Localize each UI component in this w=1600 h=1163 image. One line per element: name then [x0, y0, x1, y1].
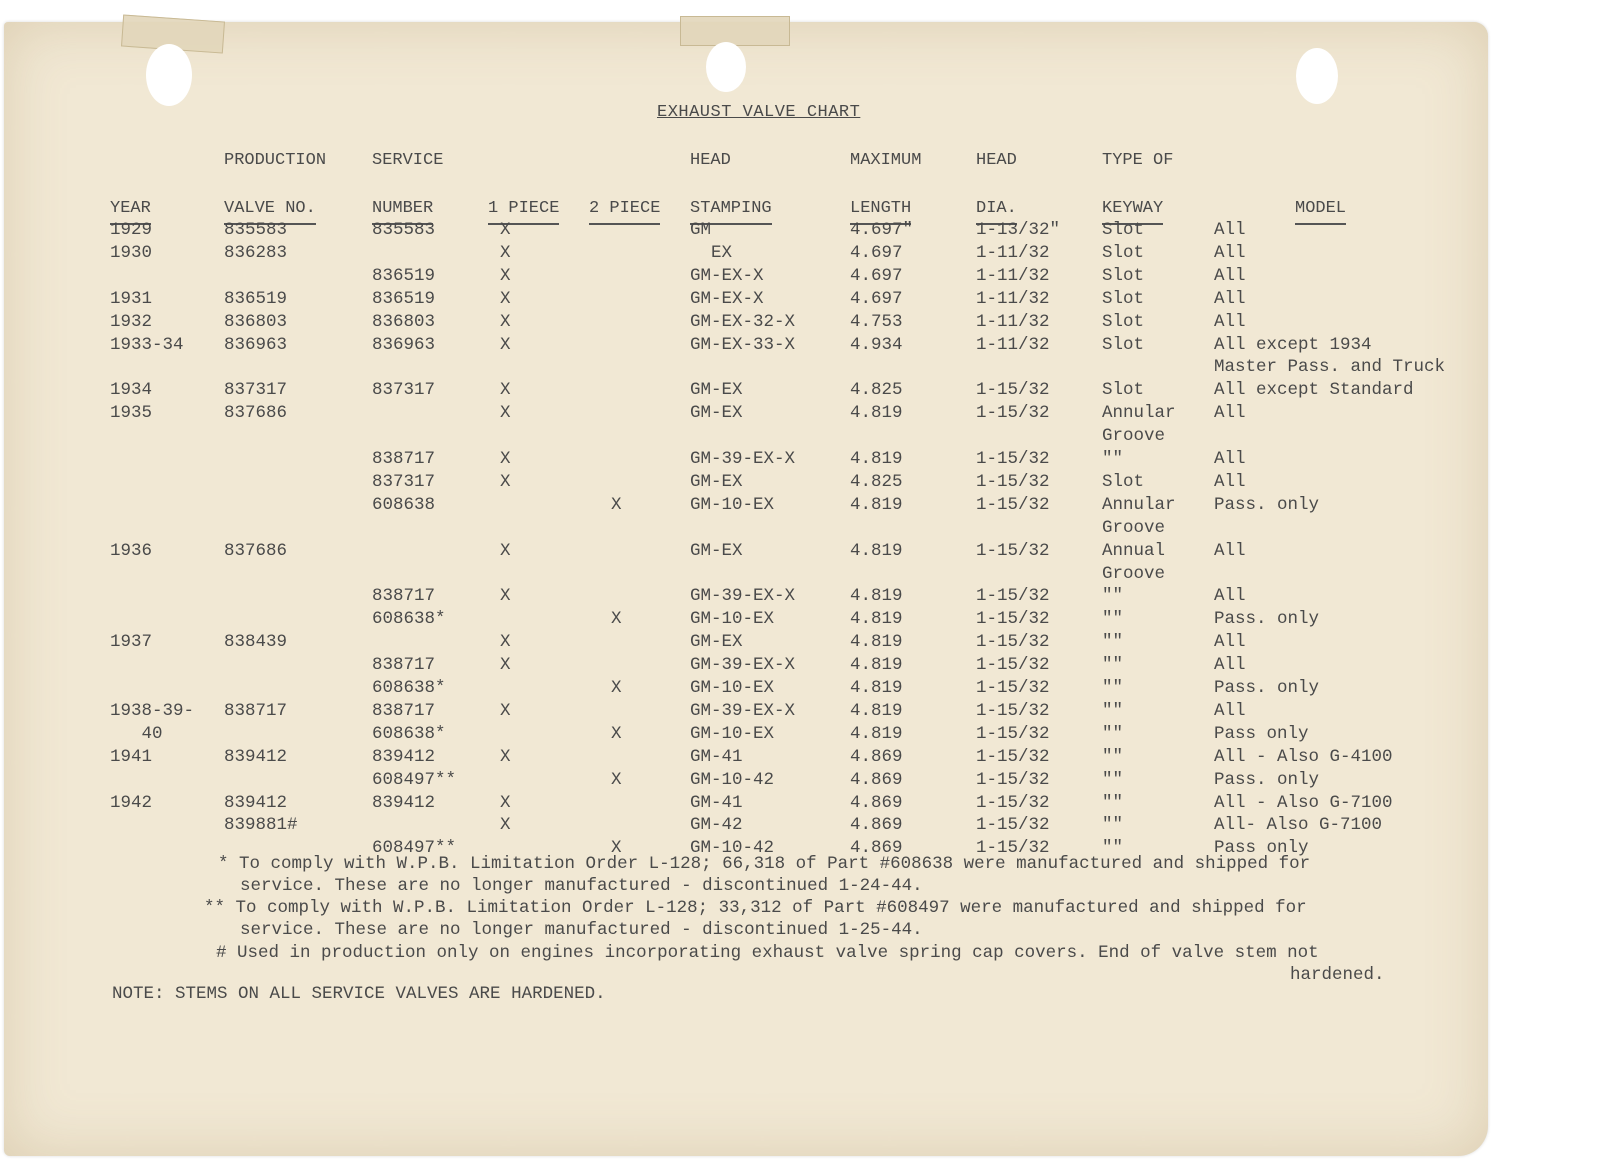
cell-service: 836963 [372, 334, 436, 355]
cell-model: Pass. only [1214, 769, 1320, 790]
cell-length: 4.869 [850, 746, 903, 767]
cell-dia: 1-15/32 [976, 586, 1050, 607]
cell-model: All [1214, 449, 1246, 469]
cell-length: 4.869 [850, 769, 903, 790]
cell-year: 1933-34 [110, 334, 184, 355]
cell-stamping: GM-10-EX [690, 678, 775, 698]
cell-service: 838717 [372, 449, 436, 469]
header-model-line: MODEL [1295, 197, 1346, 225]
footer-note: NOTE: STEMS ON ALL SERVICE VALVES ARE HARDENED. [112, 984, 606, 1004]
cell-production: 838439 [224, 632, 288, 653]
cell-one_piece: X [500, 265, 511, 286]
cell-length: 4.819 [850, 609, 903, 630]
cell-stamping: GM-39-EX-X [690, 449, 796, 469]
cell-keyway: Slot [1102, 380, 1145, 401]
cell-keyway: Slot [1102, 242, 1145, 263]
cell-keyway: Annual [1102, 540, 1166, 561]
header-two_piece-line: 2 PIECE [589, 197, 660, 225]
cell-two_piece: X [611, 838, 622, 859]
cell-model: All [1214, 632, 1246, 653]
cell-keyway: "" [1102, 632, 1124, 653]
cell-length: 4.819 [850, 494, 903, 515]
cell-two_piece: X [611, 609, 622, 630]
header-model [1295, 149, 1346, 225]
cell-stamping: GM-EX [690, 471, 743, 492]
cell-one_piece: X [500, 449, 511, 469]
header-keyway-line: TYPE OF [1102, 151, 1174, 170]
header-production-line: VALVE NO. [224, 197, 316, 225]
cell-length: 4.819 [850, 449, 903, 469]
cell-production: 836283 [224, 242, 288, 263]
cell-one_piece: X [500, 700, 511, 721]
punch-hole-left [146, 44, 192, 106]
cell-stamping: GM-41 [690, 746, 743, 767]
cell-keyway: "" [1102, 678, 1124, 698]
cell-stamping: GM-EX [690, 540, 743, 561]
cell-production: 839412 [224, 746, 288, 767]
header-production-line: PRODUCTION [224, 151, 327, 170]
cell-model: All - Also G-7100 [1214, 792, 1393, 813]
cell-dia: 1-15/32 [976, 632, 1050, 653]
cell-length: 4.869 [850, 838, 903, 859]
cell-service: 608638 [372, 494, 436, 515]
cell-dia: 1-15/32 [976, 838, 1050, 859]
cell-keyway: Annular [1102, 403, 1176, 424]
cell-model: Pass only [1214, 723, 1309, 744]
cell-stamping: GM-10-EX [690, 609, 775, 630]
cell-one_piece: X [500, 220, 511, 240]
cell-stamping: EX [690, 242, 733, 263]
cell-one_piece: X [500, 540, 511, 561]
cell-model: Pass. only [1214, 678, 1320, 698]
cell-service: 838717 [372, 586, 436, 607]
cell-stamping: GM-EX-X [690, 265, 764, 286]
cell-model: All [1214, 311, 1246, 332]
header-keyway-line: KEYWAY [1102, 197, 1163, 225]
cell-length: 4.825 [850, 471, 903, 492]
cell-stamping: GM-10-EX [690, 494, 775, 515]
cell-length: 4.819 [850, 540, 903, 561]
footnote-line: hardened. [1290, 965, 1385, 985]
cell-model: All [1214, 288, 1246, 309]
footnote-line: ** To comply with W.P.B. Limitation Order L-128; 33,312 of Part #608497 were manufactured and shipped for [204, 898, 1307, 918]
cell-keyway: Slot [1102, 334, 1145, 355]
cell-model: Pass. only [1214, 609, 1320, 630]
cell-year: 1929 [110, 220, 153, 240]
cell-model: All except Standard [1214, 380, 1414, 401]
cell-dia: 1-15/32 [976, 700, 1050, 721]
cell-dia: 1-11/32 [976, 242, 1050, 263]
cell-year: 40 [110, 723, 163, 744]
cell-model: All- Also G-7100 [1214, 815, 1383, 836]
header-year-line [110, 149, 151, 173]
cell-production: 838717 [224, 700, 288, 721]
cell-service: 838717 [372, 700, 436, 721]
cell-model: All [1214, 655, 1246, 676]
cell-length: 4.697 [850, 265, 903, 286]
cell-service: 608638* [372, 678, 446, 698]
cell-model: Pass only [1214, 838, 1309, 859]
cell-dia: 1-15/32 [976, 380, 1050, 401]
cell-model: All [1214, 265, 1246, 286]
cell-length: 4.819 [850, 678, 903, 698]
tape-center [680, 16, 790, 46]
cell-model: Pass. only [1214, 494, 1320, 515]
cell-service: 839412 [372, 746, 436, 767]
header-service-line: NUMBER [372, 197, 433, 225]
punch-hole-right [1296, 48, 1338, 104]
cell-stamping: GM-10-42 [690, 769, 775, 790]
cell-one_piece: X [500, 655, 511, 676]
header-year-line: YEAR [110, 197, 151, 225]
cell-service: 835583 [372, 220, 436, 240]
cell-service: 837317 [372, 380, 436, 401]
cell-two_piece: X [611, 678, 622, 698]
cell-model: All - Also G-4100 [1214, 746, 1393, 767]
header-stamping-line: HEAD [690, 151, 731, 170]
cell-one_piece: X [500, 311, 511, 332]
cell-keyway: "" [1102, 815, 1124, 836]
cell-keyway: Slot [1102, 265, 1145, 286]
cell-length: 4.819 [850, 586, 903, 607]
cell-stamping: GM-EX [690, 632, 743, 653]
cell-stamping: GM-EX-33-X [690, 334, 796, 355]
cell-length: 4.819 [850, 632, 903, 653]
cell-length: 4.697" [850, 220, 914, 240]
cell-service: 838717 [372, 655, 436, 676]
cell-keyway: Slot [1102, 311, 1145, 332]
cell-dia: 1-15/32 [976, 769, 1050, 790]
punch-hole-center [706, 42, 746, 92]
cell-stamping: GM-39-EX-X [690, 655, 796, 676]
cell-keyway: "" [1102, 792, 1124, 813]
cell-model: All [1214, 242, 1246, 263]
header-length [850, 149, 921, 225]
footnote-line: # Used in production only on engines incorporating exhaust valve spring cap covers. End of valve stem not [216, 943, 1319, 963]
cell-service: 608638* [372, 723, 446, 744]
cell-keyway: "" [1102, 700, 1124, 721]
header-dia-line: DIA. [976, 197, 1017, 225]
cell-one_piece: X [500, 586, 511, 607]
cell-model: All [1214, 700, 1246, 721]
cell-model: Master Pass. and Truck [1214, 357, 1446, 378]
cell-service: 837317 [372, 471, 436, 492]
cell-model: All [1214, 403, 1246, 424]
cell-one_piece: X [500, 815, 511, 836]
cell-dia: 1-11/32 [976, 334, 1050, 355]
cell-keyway: "" [1102, 449, 1124, 469]
cell-one_piece: X [500, 746, 511, 767]
cell-stamping: GM-EX-X [690, 288, 764, 309]
cell-stamping: GM-10-EX [690, 723, 775, 744]
footnote-line: * To comply with W.P.B. Limitation Order L-128; 66,318 of Part #608638 were manufactured and shipped for [218, 854, 1311, 874]
cell-year: 1935 [110, 403, 153, 424]
cell-length: 4.819 [850, 723, 903, 744]
cell-stamping: GM-EX-32-X [690, 311, 796, 332]
cell-one_piece: X [500, 380, 511, 401]
footnote-line: service. These are no longer manufactured - discontinued 1-25-44. [240, 920, 923, 940]
cell-dia: 1-15/32 [976, 815, 1050, 836]
cell-one_piece: X [500, 334, 511, 355]
header-service-line: SERVICE [372, 151, 444, 170]
footnote-line: service. These are no longer manufactured - discontinued 1-24-44. [240, 876, 923, 896]
header-stamping [690, 149, 772, 225]
cell-stamping: GM-42 [690, 815, 743, 836]
cell-dia: 1-15/32 [976, 678, 1050, 698]
header-dia [976, 149, 1017, 225]
cell-production: 836963 [224, 334, 288, 355]
cell-keyway: Groove [1102, 517, 1166, 538]
cell-dia: 1-11/32 [976, 288, 1050, 309]
cell-stamping: GM-41 [690, 792, 743, 813]
cell-stamping: GM-10-42 [690, 838, 775, 859]
cell-one_piece: X [500, 792, 511, 813]
header-service [372, 149, 443, 225]
header-length-line: MAXIMUM [850, 151, 922, 170]
cell-keyway: Groove [1102, 563, 1166, 584]
cell-dia: 1-15/32 [976, 609, 1050, 630]
header-one_piece-line [488, 149, 559, 173]
cell-model: All [1214, 540, 1246, 561]
header-dia-line: HEAD [976, 151, 1017, 170]
cell-year: 1930 [110, 242, 153, 263]
cell-dia: 1-15/32 [976, 403, 1050, 424]
cell-keyway: "" [1102, 723, 1124, 744]
cell-two_piece: X [611, 769, 622, 790]
cell-keyway: Groove [1102, 426, 1166, 447]
cell-one_piece: X [500, 471, 511, 492]
cell-service: 839412 [372, 792, 436, 813]
cell-one_piece: X [500, 242, 511, 263]
cell-two_piece: X [611, 494, 622, 515]
cell-year: 1942 [110, 792, 153, 813]
cell-year: 1931 [110, 288, 153, 309]
header-one_piece-line: 1 PIECE [488, 197, 559, 225]
cell-stamping: GM-EX [690, 403, 743, 424]
header-model-line [1295, 149, 1346, 173]
header-stamping-line: STAMPING [690, 197, 772, 225]
cell-dia: 1-11/32 [976, 265, 1050, 286]
cell-production: 837317 [224, 380, 288, 401]
cell-year: 1934 [110, 380, 153, 401]
cell-length: 4.934 [850, 334, 903, 355]
cell-one_piece: X [500, 288, 511, 309]
cell-stamping: GM-39-EX-X [690, 586, 796, 607]
cell-dia: 1-15/32 [976, 655, 1050, 676]
cell-keyway: "" [1102, 769, 1124, 790]
cell-year: 1936 [110, 540, 153, 561]
cell-production: 837686 [224, 403, 288, 424]
cell-length: 4.753 [850, 311, 903, 332]
cell-keyway: "" [1102, 655, 1124, 676]
cell-keyway: "" [1102, 746, 1124, 767]
cell-dia: 1-13/32" [976, 220, 1061, 240]
cell-production: 839881# [224, 815, 298, 836]
header-two_piece-line [589, 149, 660, 173]
cell-production: 835583 [224, 220, 288, 240]
cell-model: All except 1934 [1214, 334, 1372, 355]
cell-service: 608638* [372, 609, 446, 630]
cell-length: 4.825 [850, 380, 903, 401]
cell-stamping: GM [690, 220, 712, 240]
cell-stamping: GM-39-EX-X [690, 700, 796, 721]
cell-length: 4.869 [850, 792, 903, 813]
header-two_piece [589, 149, 660, 225]
cell-keyway: "" [1102, 586, 1124, 607]
cell-stamping: GM-EX [690, 380, 743, 401]
header-year [110, 149, 151, 225]
cell-dia: 1-15/32 [976, 746, 1050, 767]
cell-service: 836803 [372, 311, 436, 332]
cell-keyway: "" [1102, 609, 1124, 630]
chart-title: EXHAUST VALVE CHART [657, 103, 861, 122]
cell-year: 1932 [110, 311, 153, 332]
cell-dia: 1-15/32 [976, 471, 1050, 492]
cell-year: 1941 [110, 746, 153, 767]
cell-model: All [1214, 471, 1246, 492]
cell-keyway: Slot [1102, 471, 1145, 492]
header-keyway [1102, 149, 1173, 225]
header-production [224, 149, 326, 225]
cell-model: All [1214, 586, 1246, 607]
cell-production: 836803 [224, 311, 288, 332]
cell-keyway: Slot [1102, 288, 1145, 309]
cell-year: 1938-39- [110, 700, 195, 721]
header-length-line: LENGTH [850, 197, 911, 225]
cell-length: 4.869 [850, 815, 903, 836]
cell-dia: 1-15/32 [976, 792, 1050, 813]
header-one_piece [488, 149, 559, 225]
cell-service: 608497** [372, 838, 457, 859]
cell-service: 608497** [372, 769, 457, 790]
cell-length: 4.819 [850, 403, 903, 424]
cell-length: 4.697 [850, 288, 903, 309]
cell-one_piece: X [500, 632, 511, 653]
cell-length: 4.819 [850, 700, 903, 721]
cell-model: All [1214, 220, 1246, 240]
cell-dia: 1-15/32 [976, 540, 1050, 561]
cell-keyway: "" [1102, 838, 1124, 859]
cell-length: 4.697 [850, 242, 903, 263]
cell-length: 4.819 [850, 655, 903, 676]
cell-production: 839412 [224, 792, 288, 813]
cell-one_piece: X [500, 403, 511, 424]
cell-dia: 1-15/32 [976, 494, 1050, 515]
cell-service: 836519 [372, 288, 436, 309]
cell-two_piece: X [611, 723, 622, 744]
cell-dia: 1-11/32 [976, 311, 1050, 332]
cell-production: 837686 [224, 540, 288, 561]
cell-keyway: Annular [1102, 494, 1176, 515]
cell-service: 836519 [372, 265, 436, 286]
cell-production: 836519 [224, 288, 288, 309]
cell-dia: 1-15/32 [976, 723, 1050, 744]
cell-keyway: Slot [1102, 220, 1145, 240]
cell-dia: 1-15/32 [976, 449, 1050, 469]
cell-year: 1937 [110, 632, 153, 653]
